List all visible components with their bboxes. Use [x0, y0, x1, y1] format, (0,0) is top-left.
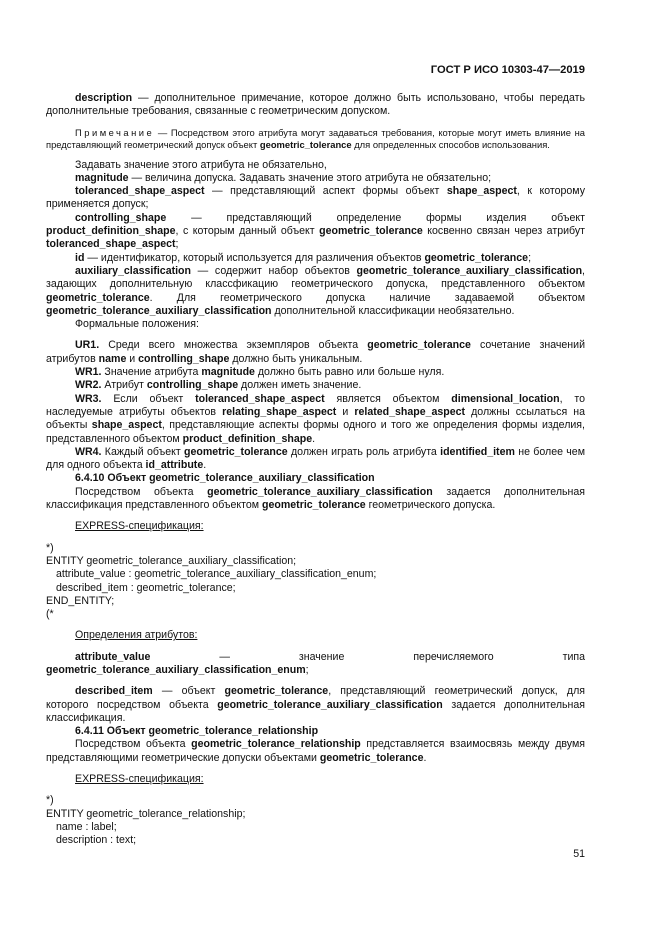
- text: Среди всего множества экземпляров объекта: [99, 339, 368, 352]
- term: geometric_tolerance_auxiliary_classification: [356, 264, 583, 277]
- term: controlling_shape: [146, 379, 239, 392]
- code-line: END_ENTITY;: [46, 594, 115, 607]
- text: , к которому применяется допуск;: [46, 185, 585, 211]
- code-line: name : label;: [56, 820, 117, 833]
- term: geometric_tolerance: [46, 291, 150, 304]
- term: geometric_tolerance: [262, 499, 366, 512]
- term: shape_aspect: [91, 419, 162, 432]
- section-heading-6-4-11: [46, 725, 585, 738]
- text: для определенных способов использования.: [351, 138, 550, 150]
- page-number: 51: [573, 848, 585, 860]
- express-code-block-2: [46, 794, 585, 847]
- text: Каждый объект: [101, 445, 185, 458]
- text: должно быть уникальным.: [229, 352, 363, 365]
- section-title: 6.4.11 Объект geometric_tolerance_relationship: [75, 725, 319, 738]
- text: — объект: [152, 685, 225, 698]
- text: — значение перечисляемого типа: [150, 650, 585, 663]
- text: — представляющий определение формы изделия объект: [166, 211, 585, 224]
- text: должен играть роль атрибута: [287, 445, 441, 458]
- express-code-block: [46, 542, 585, 622]
- text: — величина допуска. Задавать значение этого атрибута не обязательно;: [128, 171, 492, 184]
- rule-label: WR4.: [75, 445, 102, 458]
- term: identified_item: [440, 445, 515, 458]
- code-line: attribute_value : geometric_tolerance_auxiliary_classification_enum;: [56, 568, 377, 581]
- express-spec-heading: [46, 520, 585, 533]
- formal-propositions-heading: Формальные положения:: [75, 318, 199, 331]
- term: product_definition_shape: [182, 432, 313, 445]
- term: described_item: [75, 685, 153, 698]
- text: Значение атрибута: [101, 366, 202, 379]
- section-heading-6-4-10: [46, 472, 585, 485]
- text: геометрического допуска.: [365, 499, 496, 512]
- page-content: [46, 92, 585, 848]
- code-line: (*: [46, 608, 54, 621]
- rule-ur1: [46, 339, 585, 366]
- note-paragraph: [46, 127, 585, 151]
- paragraph-section-6-4-11: [46, 738, 585, 765]
- term: geometric_tolerance_auxiliary_classification: [207, 485, 433, 498]
- term: geometric_tolerance: [319, 751, 424, 764]
- text: — представляющий аспект формы объект: [204, 185, 447, 198]
- term: toleranced_shape_aspect: [46, 238, 176, 251]
- term: controlling_shape: [75, 211, 167, 224]
- paragraph-magnitude: [46, 172, 585, 185]
- paragraph-toleranced-shape-aspect: [46, 185, 585, 212]
- term: magnitude: [201, 366, 255, 379]
- note-label: Примечание: [75, 126, 155, 138]
- term: geometric_tolerance: [259, 138, 352, 150]
- rule-label: WR3.: [75, 392, 102, 405]
- text: является объектом: [324, 392, 452, 405]
- term: controlling_shape: [138, 352, 230, 365]
- text: задается дополнительная классификация.: [46, 698, 585, 724]
- text: — содержит набор объектов: [191, 264, 357, 277]
- term: geometric_tolerance: [367, 339, 471, 352]
- code-line: ENTITY geometric_tolerance_relationship;: [46, 807, 246, 820]
- term: attribute_value: [75, 650, 151, 663]
- text: — дополнительное примечание, которое должно быть использовано, чтобы передать дополнительные требования, связанные с геометрическим допуском.: [46, 92, 585, 118]
- paragraph-section-6-4-10: [46, 486, 585, 513]
- term: name: [98, 352, 127, 365]
- text: — идентификатор, который используется для различения объектов: [84, 251, 425, 264]
- text: .: [423, 751, 427, 764]
- code-line: *): [46, 541, 54, 554]
- term: geometric_tolerance: [224, 685, 329, 698]
- text: Посредством объекта: [75, 738, 192, 751]
- text: . Для геометрического допуска наличие задаваемой объектом: [149, 291, 585, 304]
- code-line: *): [46, 794, 54, 807]
- rule-label: WR1.: [75, 366, 102, 379]
- text: должны ссылаться на объекты: [46, 405, 585, 432]
- term: geometric_tolerance_relationship: [191, 738, 361, 751]
- term: toleranced_shape_aspect: [195, 392, 325, 405]
- rule-wr1: [46, 366, 585, 379]
- text: дополнительной классификации необязательно.: [271, 304, 515, 317]
- rule-label: WR2.: [75, 379, 102, 392]
- express-spec-heading-2: [46, 773, 585, 786]
- term: geometric_tolerance: [424, 251, 529, 264]
- text: , то наследуемые атрибуты объектов: [46, 392, 586, 418]
- term: geometric_tolerance: [319, 225, 423, 238]
- term: geometric_tolerance_auxiliary_classification: [46, 304, 272, 317]
- text: должен иметь значение.: [238, 379, 362, 392]
- paragraph-auxiliary-classification: [46, 265, 585, 318]
- rule-wr2: [46, 379, 585, 392]
- term: toleranced_shape_aspect: [75, 185, 205, 198]
- text: , с которым данный объект: [175, 225, 320, 238]
- attribute-definitions-label: Определения атрибутов:: [75, 629, 198, 642]
- term: dimensional_location: [451, 392, 560, 405]
- term: relating_shape_aspect: [222, 405, 337, 418]
- text: , задающих дополнительную классфикацию геометрического допуска, представленного объектом: [46, 264, 585, 291]
- text: .: [312, 432, 316, 445]
- term: related_shape_aspect: [354, 405, 466, 418]
- term: description: [75, 92, 133, 104]
- paragraph-described-item: [46, 685, 585, 725]
- rule-wr4: [46, 446, 585, 473]
- text: ;: [528, 251, 532, 264]
- text: косвенно связан через атрибут: [422, 225, 585, 238]
- section-title: 6.4.10 Объект geometric_tolerance_auxiliary_classification: [75, 472, 375, 485]
- text: не более чем для одного объекта: [46, 445, 585, 472]
- term: shape_aspect: [446, 185, 517, 198]
- code-line: ENTITY geometric_tolerance_auxiliary_classification;: [46, 554, 297, 567]
- express-spec-label: EXPRESS-спецификация:: [75, 520, 204, 533]
- text: ;: [175, 238, 179, 251]
- page-header-standard: ГОСТ Р ИСО 10303-47—2019: [430, 64, 585, 76]
- paragraph-attribute-value: [46, 651, 585, 678]
- text: сочетание значений атрибутов: [46, 339, 585, 365]
- term: geometric_tolerance_auxiliary_classification: [217, 698, 443, 711]
- rule-label: UR1.: [75, 339, 100, 352]
- term: id: [75, 251, 85, 264]
- express-spec-label: EXPRESS-спецификация:: [75, 773, 204, 786]
- term: geometric_tolerance: [184, 445, 288, 458]
- text: задается дополнительная классификация представленного объектом: [46, 485, 585, 512]
- text: — Посредством этого атрибута могут задаваться требования, которые могут иметь влияние на представляющий геометрический допуск объект: [46, 126, 585, 150]
- rule-wr3: [46, 393, 585, 446]
- term: geometric_tolerance_auxiliary_classification_enum: [46, 663, 306, 676]
- paragraph-controlling-shape: [46, 212, 585, 252]
- paragraph: Задавать значение этого атрибута не обязательно,: [75, 158, 327, 171]
- term: auxiliary_classification: [75, 264, 192, 277]
- text: должно быть равно или больше нуля.: [254, 366, 445, 379]
- text: .: [203, 459, 207, 472]
- term: id_attribute: [145, 459, 204, 472]
- text: и: [336, 405, 355, 418]
- text: , представляющий геометрический допуск, для которого посредством объекта: [46, 685, 585, 711]
- text: ;: [305, 663, 309, 676]
- term: magnitude: [75, 171, 129, 184]
- code-line: described_item : geometric_tolerance;: [56, 581, 236, 594]
- attribute-definitions-heading: [46, 629, 585, 642]
- text: и: [126, 352, 139, 365]
- text: представляется взаимосвязь между двумя представляющими геометрические допуски объектами: [46, 738, 585, 764]
- text: Атрибут: [101, 379, 147, 392]
- text: , представляющие аспекты формы одного и того же определения формы изделия, представленного объектом: [46, 419, 585, 445]
- paragraph-id: [46, 252, 585, 265]
- text: Если объект: [101, 392, 196, 405]
- text: Посредством объекта: [75, 485, 208, 498]
- paragraph-description: [46, 92, 585, 119]
- code-line: description : text;: [56, 834, 137, 847]
- term: product_definition_shape: [46, 225, 176, 238]
